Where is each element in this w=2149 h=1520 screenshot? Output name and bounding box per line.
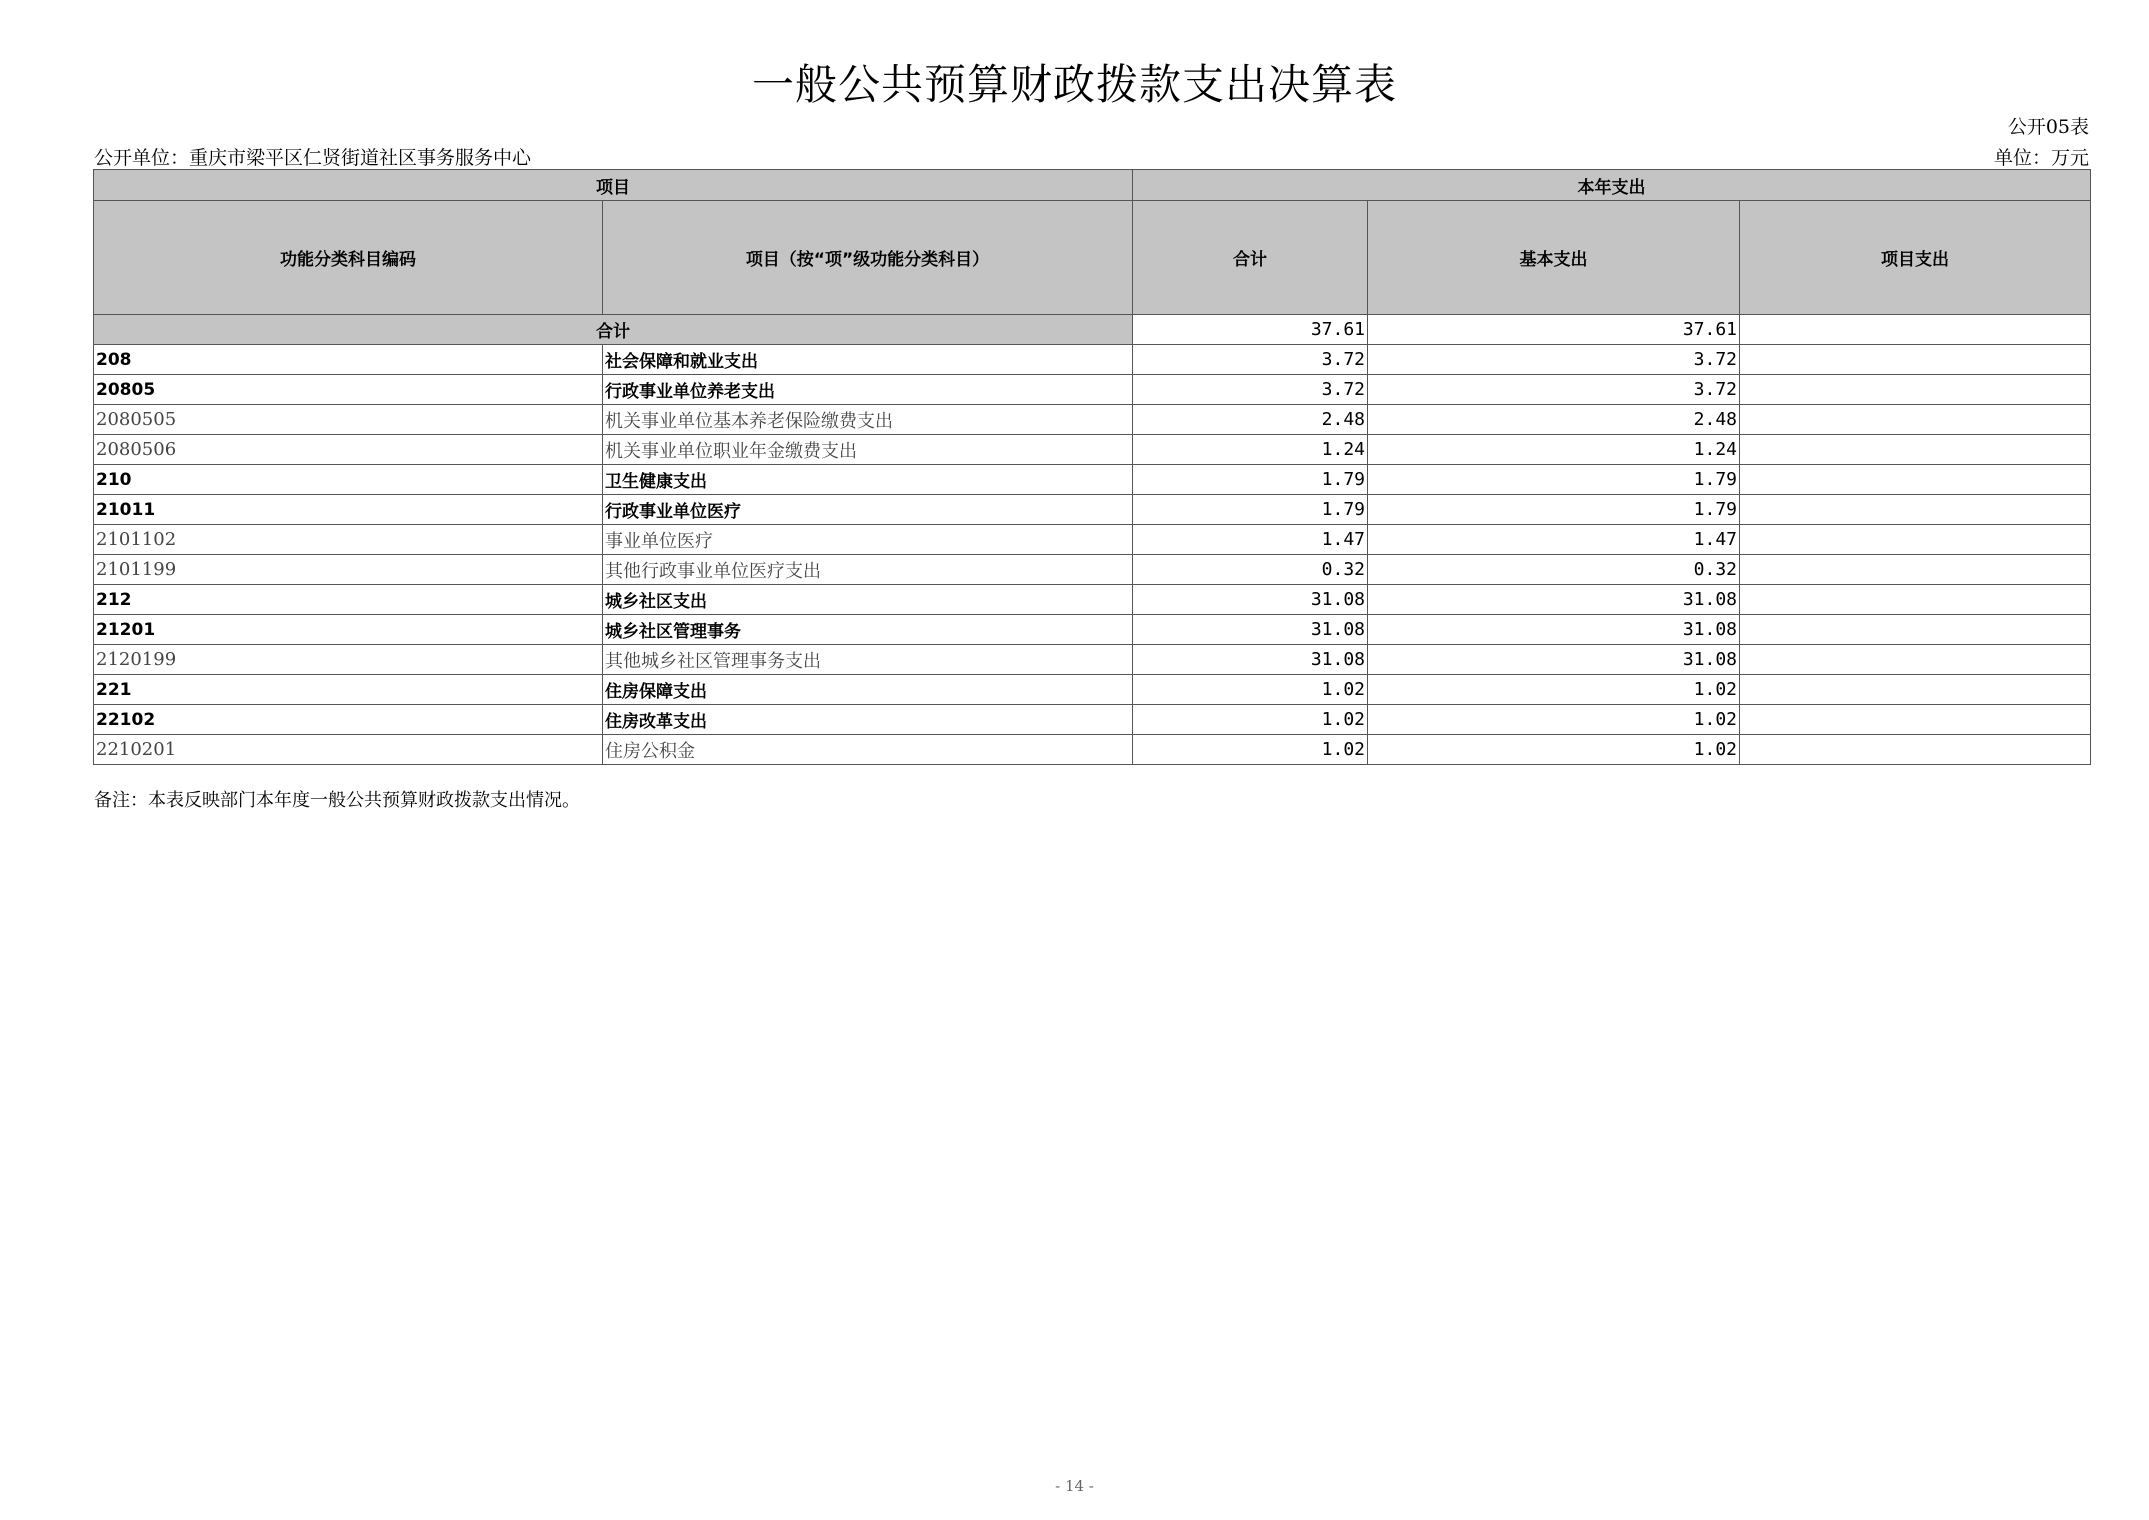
cell-total: 1.47 <box>1133 525 1368 555</box>
cell-project <box>1740 555 2091 585</box>
cell-basic: 1.02 <box>1368 675 1740 705</box>
cell-code: 2101102 <box>94 525 603 555</box>
cell-total: 1.02 <box>1133 705 1368 735</box>
reporting-unit: 公开单位：重庆市梁平区仁贤街道社区事务服务中心 <box>94 147 532 169</box>
cell-code: 2210201 <box>94 735 603 765</box>
cell-code: 2080506 <box>94 435 603 465</box>
cell-name: 住房改革支出 <box>603 705 1133 735</box>
cell-code: 2120199 <box>94 645 603 675</box>
cell-total: 1.79 <box>1133 465 1368 495</box>
cell-basic: 31.08 <box>1368 615 1740 645</box>
cell-basic: 1.24 <box>1368 435 1740 465</box>
cell-name: 卫生健康支出 <box>603 465 1133 495</box>
header-group-expense: 本年支出 <box>1133 170 2091 201</box>
cell-project <box>1740 435 2091 465</box>
currency-unit: 单位：万元 <box>1993 147 2089 169</box>
cell-total: 3.72 <box>1133 345 1368 375</box>
total-cell-total: 37.61 <box>1133 315 1368 345</box>
cell-code: 2080505 <box>94 405 603 435</box>
cell-basic: 1.79 <box>1368 465 1740 495</box>
cell-name: 行政事业单位养老支出 <box>603 375 1133 405</box>
cell-project <box>1740 645 2091 675</box>
table-row <box>94 585 2091 615</box>
cell-name: 城乡社区支出 <box>603 585 1133 615</box>
cell-name: 住房保障支出 <box>603 675 1133 705</box>
table-row <box>94 615 2091 645</box>
table-row <box>94 465 2091 495</box>
table-row <box>94 525 2091 555</box>
cell-total: 0.32 <box>1133 555 1368 585</box>
cell-project <box>1740 705 2091 735</box>
cell-name: 其他行政事业单位医疗支出 <box>603 555 1133 585</box>
table-row <box>94 645 2091 675</box>
table-row <box>94 555 2091 585</box>
cell-project <box>1740 735 2091 765</box>
header-column-row <box>94 201 2091 315</box>
cell-total: 1.24 <box>1133 435 1368 465</box>
cell-basic: 3.72 <box>1368 345 1740 375</box>
form-number: 公开05表 <box>2007 116 2089 138</box>
cell-total: 31.08 <box>1133 615 1368 645</box>
page-number: - 14 - <box>1055 1477 1094 1495</box>
header-group-item: 项目 <box>94 170 1133 201</box>
cell-project <box>1740 375 2091 405</box>
header-group-row <box>94 170 2091 201</box>
cell-project <box>1740 405 2091 435</box>
table-row <box>94 495 2091 525</box>
table-row <box>94 435 2091 465</box>
cell-code: 210 <box>94 465 603 495</box>
column-header-project: 项目支出 <box>1740 201 2091 315</box>
cell-project <box>1740 525 2091 555</box>
cell-name: 城乡社区管理事务 <box>603 615 1133 645</box>
table-row <box>94 735 2091 765</box>
column-header-name: 项目（按“项”级功能分类科目） <box>603 201 1133 315</box>
cell-code: 2101199 <box>94 555 603 585</box>
cell-basic: 31.08 <box>1368 585 1740 615</box>
cell-basic: 1.47 <box>1368 525 1740 555</box>
column-header-basic: 基本支出 <box>1368 201 1740 315</box>
cell-name: 行政事业单位医疗 <box>603 495 1133 525</box>
cell-basic: 2.48 <box>1368 405 1740 435</box>
cell-basic: 31.08 <box>1368 645 1740 675</box>
expenditure-table <box>93 169 2091 765</box>
cell-code: 21201 <box>94 615 603 645</box>
total-label: 合计 <box>94 315 1133 345</box>
column-header-code: 功能分类科目编码 <box>94 201 603 315</box>
cell-basic: 0.32 <box>1368 555 1740 585</box>
cell-name: 机关事业单位职业年金缴费支出 <box>603 435 1133 465</box>
cell-code: 21011 <box>94 495 603 525</box>
cell-basic: 1.02 <box>1368 735 1740 765</box>
cell-total: 3.72 <box>1133 375 1368 405</box>
cell-total: 31.08 <box>1133 645 1368 675</box>
total-row <box>94 315 2091 345</box>
cell-basic: 1.02 <box>1368 705 1740 735</box>
cell-name: 住房公积金 <box>603 735 1133 765</box>
cell-name: 社会保障和就业支出 <box>603 345 1133 375</box>
cell-name: 其他城乡社区管理事务支出 <box>603 645 1133 675</box>
cell-total: 31.08 <box>1133 585 1368 615</box>
cell-total: 1.02 <box>1133 675 1368 705</box>
page-title: 一般公共预算财政拨款支出决算表 <box>751 60 1397 109</box>
cell-project <box>1740 345 2091 375</box>
table-row <box>94 675 2091 705</box>
cell-project <box>1740 585 2091 615</box>
cell-total: 2.48 <box>1133 405 1368 435</box>
cell-total: 1.79 <box>1133 495 1368 525</box>
cell-code: 20805 <box>94 375 603 405</box>
cell-project <box>1740 615 2091 645</box>
cell-project <box>1740 675 2091 705</box>
table-row <box>94 405 2091 435</box>
total-cell-project <box>1740 315 2091 345</box>
cell-code: 212 <box>94 585 603 615</box>
table-row <box>94 375 2091 405</box>
total-cell-basic: 37.61 <box>1368 315 1740 345</box>
cell-basic: 1.79 <box>1368 495 1740 525</box>
cell-code: 208 <box>94 345 603 375</box>
cell-total: 1.02 <box>1133 735 1368 765</box>
cell-code: 221 <box>94 675 603 705</box>
cell-name: 事业单位医疗 <box>603 525 1133 555</box>
cell-code: 22102 <box>94 705 603 735</box>
table-row <box>94 705 2091 735</box>
table-note: 备注：本表反映部门本年度一般公共预算财政拨款支出情况。 <box>94 790 580 811</box>
cell-project <box>1740 495 2091 525</box>
cell-basic: 3.72 <box>1368 375 1740 405</box>
table-row <box>94 345 2091 375</box>
cell-project <box>1740 465 2091 495</box>
cell-name: 机关事业单位基本养老保险缴费支出 <box>603 405 1133 435</box>
column-header-total: 合计 <box>1133 201 1368 315</box>
